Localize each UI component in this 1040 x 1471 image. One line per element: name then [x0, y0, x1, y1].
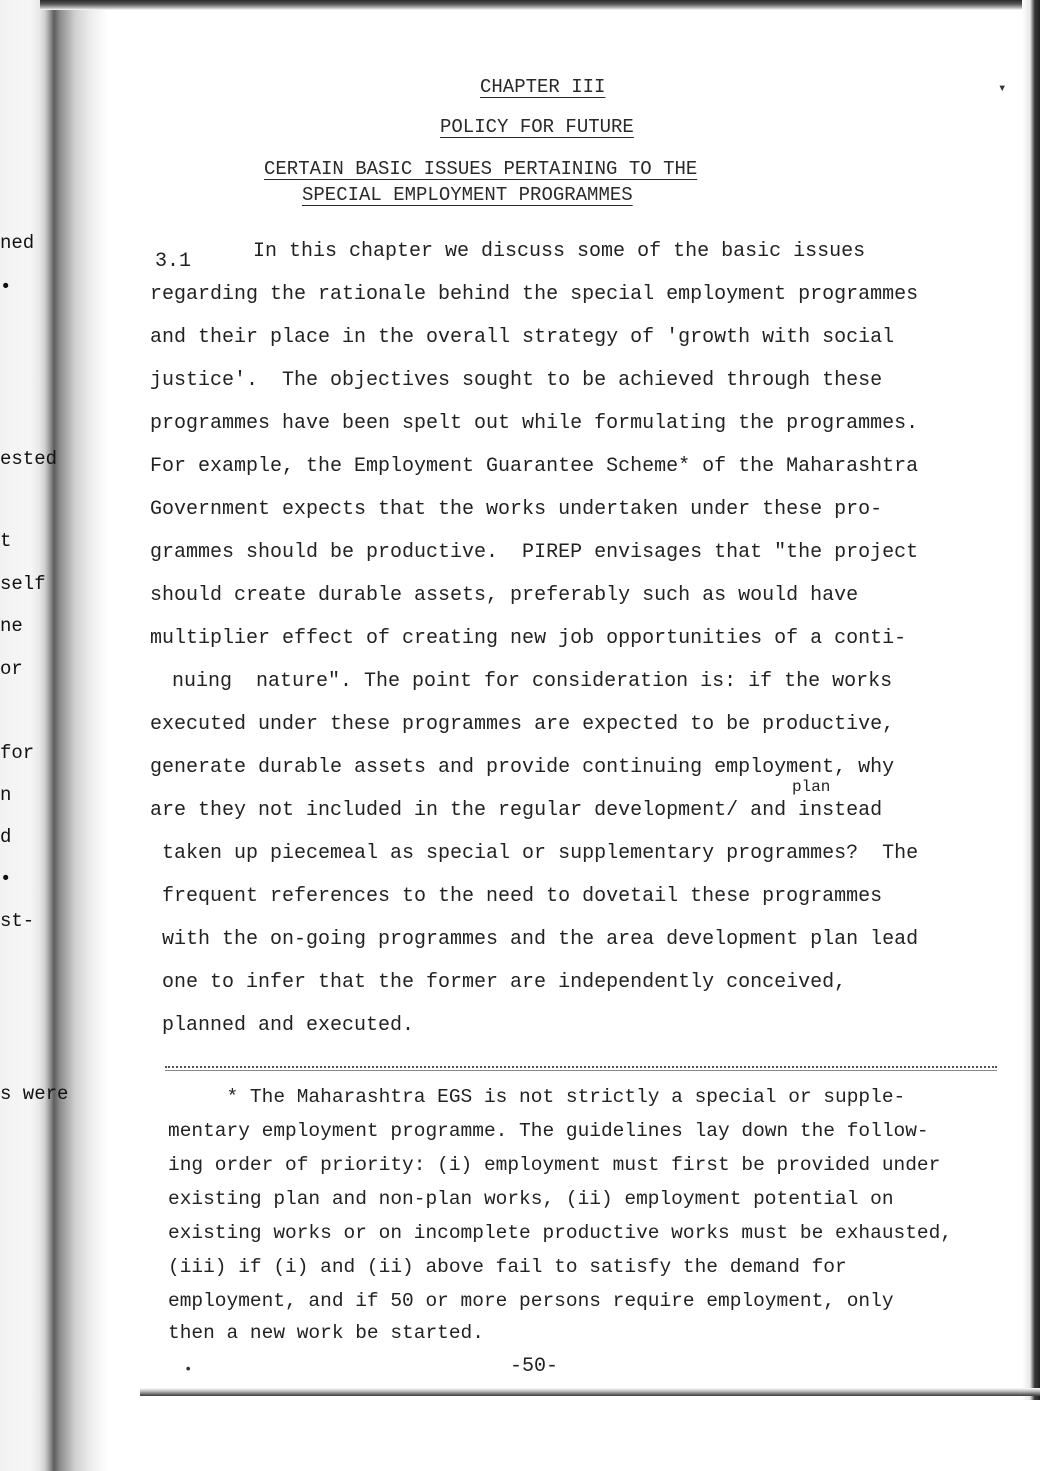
left-fragment: or [0, 658, 23, 680]
body-line: generate durable assets and provide continuing employment, why [150, 756, 895, 779]
body-line: and their place in the overall strategy of 'growth with social [150, 326, 895, 349]
footnote-line: employment, and if 50 or more persons require employment, only [168, 1290, 894, 1312]
section-title: POLICY FOR FUTURE [440, 116, 634, 138]
page-number: -50- [510, 1355, 559, 1378]
left-facing-page [0, 0, 150, 1471]
footnote-line: ing order of priority: (i) employment must first be provided under [168, 1154, 941, 1176]
body-line: taken up piecemeal as special or supplementary programmes? The [162, 842, 919, 865]
footnote-line: existing plan and non-plan works, (ii) employment potential on [168, 1188, 894, 1210]
body-line: planned and executed. [162, 1014, 415, 1037]
page-top-edge [40, 0, 1040, 10]
body-line: frequent references to the need to dovetail these programmes [162, 885, 883, 908]
left-fragment: d [0, 826, 12, 848]
left-fragment: st- [0, 910, 35, 932]
left-fragment: s were [0, 1083, 69, 1105]
body-line: In this chapter we discuss some of the basic issues [253, 240, 866, 263]
body-line: should create durable assets, preferably such as would have [150, 584, 859, 607]
left-fragment: t [0, 530, 12, 552]
paragraph-number: 3.1 [155, 250, 192, 273]
footnote-line: mentary employment programme. The guidelines lay down the follow- [168, 1120, 929, 1142]
body-line: justice'. The objectives sought to be achieved through these [150, 369, 883, 392]
body-line: with the on-going programmes and the area development plan lead [162, 928, 919, 951]
left-fragment: ne [0, 615, 23, 637]
body-line: executed under these programmes are expected to be productive, [150, 713, 895, 736]
body-line: grammes should be productive. PIREP envisages that "the project [150, 541, 919, 564]
body-line: nuing nature". The point for consideration is: if the works [172, 670, 893, 693]
footnote-rule [165, 1066, 997, 1068]
body-line: regarding the rationale behind the special employment programmes [150, 283, 919, 306]
footnote-line: existing works or on incomplete productive works must be exhausted, [168, 1222, 953, 1244]
left-fragment: • [0, 868, 12, 890]
left-fragment: ned [0, 232, 35, 254]
footnote-line: then a new work be started. [168, 1322, 484, 1344]
body-line: multiplier effect of creating new job opportunities of a conti- [150, 627, 907, 650]
scan-speck: ▾ [998, 81, 1007, 97]
chapter-heading: CHAPTER III [480, 76, 606, 98]
page-right-edge [1022, 0, 1040, 1400]
subtitle-line-2: SPECIAL EMPLOYMENT PROGRAMMES [302, 184, 633, 206]
left-fragment: for [0, 742, 35, 764]
page-bottom-edge [140, 1388, 1040, 1396]
body-line: are they not included in the regular development/ and instead [150, 799, 883, 822]
body-line: For example, the Employment Guarantee Scheme* of the Maharashtra [150, 455, 919, 478]
left-fragment: self [0, 573, 46, 595]
body-line: one to infer that the former are independently conceived, [162, 971, 847, 994]
footnote-line: * The Maharashtra EGS is not strictly a special or supple- [168, 1086, 906, 1108]
scan-speck: • [184, 1362, 193, 1378]
body-line: Government expects that the works undertaken under these pro- [150, 498, 883, 521]
footnote-line: (iii) if (i) and (ii) above fail to satisfy the demand for [168, 1256, 847, 1278]
subtitle-line-1: CERTAIN BASIC ISSUES PERTAINING TO THE [264, 158, 698, 180]
left-fragment: n [0, 784, 12, 806]
handwritten-insert: plan [792, 778, 831, 796]
footnote-rule-underline [165, 1070, 997, 1071]
left-fragment: ested [0, 448, 58, 470]
left-fragment: • [0, 276, 12, 298]
body-line: programmes have been spelt out while formulating the programmes. [150, 412, 919, 435]
